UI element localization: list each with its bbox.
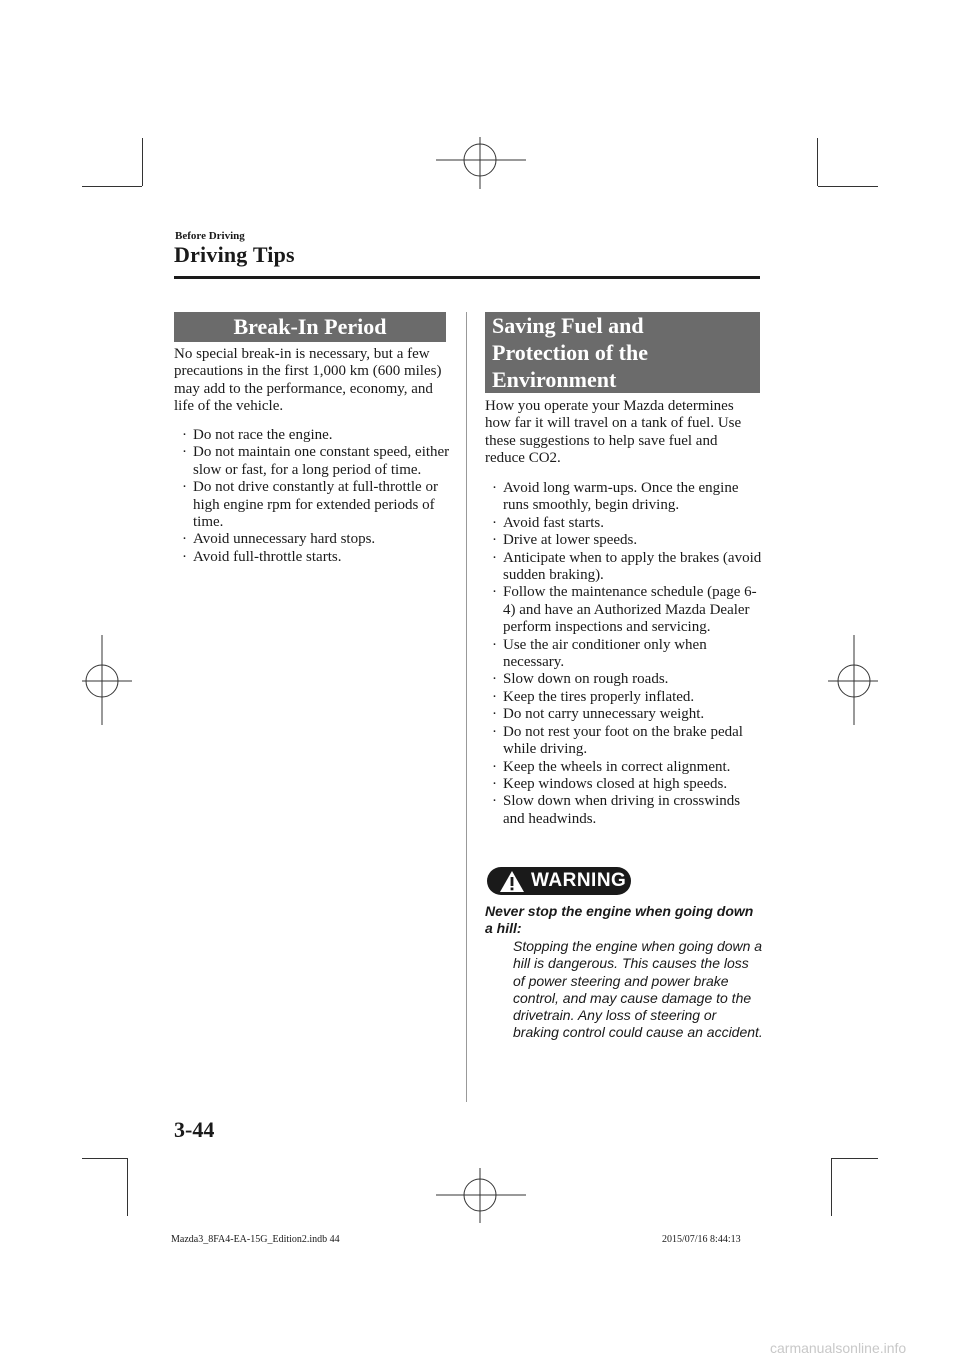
crop-mark: [817, 138, 818, 186]
warning-body: Stopping the engine when going down a hill is dangerous. This causes the loss of power steering and power brake control, and may cause damage to the drivetrain. Any loss of steering or braking control could cause an accident.: [513, 938, 763, 1041]
bullet-icon: ·: [182, 479, 187, 496]
heading-line: Protection of the: [492, 340, 648, 365]
bullet-icon: ·: [492, 723, 497, 740]
registration-mark-left: [82, 635, 132, 725]
column-divider: [466, 312, 467, 1102]
list-item: · Drive at lower speeds.: [492, 532, 638, 549]
warning-label: WARNING: [531, 870, 627, 891]
warning-headline: Never stop the engine when going down a hill:: [485, 903, 754, 937]
watermark: carmanualsonline.info: [770, 1340, 907, 1356]
footer-timestamp: 2015/07/16 8:44:13: [662, 1234, 741, 1245]
heading-line: Environment: [492, 367, 617, 392]
bullet-icon: ·: [492, 706, 497, 723]
list-item: · Follow the maintenance schedule (page 6-4) and have an Authorized Mazda Dealer perform inspections and servicing.: [492, 584, 757, 636]
list-item: · Avoid full-throttle starts.: [182, 548, 342, 565]
list-item: · Avoid fast starts.: [492, 514, 604, 531]
list-item: · Use the air conditioner only when necessary.: [492, 636, 707, 671]
header-rule: [174, 276, 760, 279]
list-item: · Do not rest your foot on the brake pedal while driving.: [492, 723, 743, 758]
break-in-intro: No special break-in is necessary, but a few precautions in the first 1,000 km (600 miles) may add to the performance, economy, and life of the vehicle.: [174, 346, 442, 415]
bullet-icon: ·: [182, 427, 187, 443]
list-item: · Avoid unnecessary hard stops.: [182, 531, 376, 548]
saving-fuel-heading: [485, 312, 760, 393]
list-item: · Do not drive constantly at full-throttle or high engine rpm for extended periods of time.: [182, 479, 438, 531]
registration-mark-bottom: [436, 1168, 526, 1223]
list-item: · Do not carry unnecessary weight.: [492, 706, 705, 723]
saving-fuel-list: [490, 480, 762, 828]
warning-triangle-icon: [499, 870, 525, 893]
crop-mark: [818, 186, 878, 187]
bullet-icon: ·: [492, 532, 497, 549]
list-item: · Do not race the engine.: [182, 427, 333, 443]
bullet-icon: ·: [492, 688, 497, 705]
list-item: · Avoid long warm-ups. Once the engine runs smoothly, begin driving.: [492, 480, 739, 514]
list-item: · Anticipate when to apply the brakes (avoid sudden braking).: [492, 549, 762, 584]
saving-fuel-intro: How you operate your Mazda determines how far it will travel on a tank of fuel. Use these suggestions to help save fuel and reduce CO2.: [485, 398, 742, 467]
bullet-icon: ·: [492, 549, 497, 566]
list-item: · Slow down when driving in crosswinds and headwinds.: [492, 793, 741, 827]
crop-mark: [82, 186, 142, 187]
bullet-icon: ·: [492, 793, 497, 810]
bullet-icon: ·: [492, 671, 497, 688]
page-number: 3-44: [174, 1117, 215, 1142]
bullet-icon: ·: [492, 480, 497, 496]
bullet-icon: ·: [182, 531, 187, 548]
page-title: Driving Tips: [174, 242, 295, 267]
list-item: · Keep the tires properly inflated.: [492, 688, 695, 705]
warning-badge: [487, 867, 631, 895]
list-item: · Keep the wheels in correct alignment.: [492, 758, 731, 775]
crop-mark: [82, 1158, 127, 1159]
bullet-icon: ·: [492, 636, 497, 653]
crop-mark: [832, 1158, 878, 1159]
crop-mark: [142, 138, 143, 186]
break-in-list: [180, 427, 450, 566]
heading-line: Saving Fuel and: [492, 313, 644, 338]
bullet-icon: ·: [492, 514, 497, 531]
break-in-heading: Break-In Period: [174, 312, 446, 342]
section-label: Before Driving: [175, 230, 245, 242]
crop-mark: [831, 1158, 832, 1216]
registration-mark-top: [436, 137, 526, 189]
bullet-icon: ·: [492, 775, 497, 792]
bullet-icon: ·: [492, 584, 497, 601]
bullet-icon: ·: [182, 444, 187, 461]
list-item: · Slow down on rough roads.: [492, 671, 669, 688]
bullet-icon: ·: [492, 758, 497, 775]
list-item: · Keep windows closed at high speeds.: [492, 775, 728, 792]
footer-filename: Mazda3_8FA4-EA-15G_Edition2.indb 44: [171, 1234, 340, 1245]
list-item: · Do not maintain one constant speed, either slow or fast, for a long period of time.: [182, 444, 450, 478]
bullet-icon: ·: [182, 548, 187, 565]
registration-mark-right: [828, 635, 878, 725]
crop-mark: [127, 1158, 128, 1216]
